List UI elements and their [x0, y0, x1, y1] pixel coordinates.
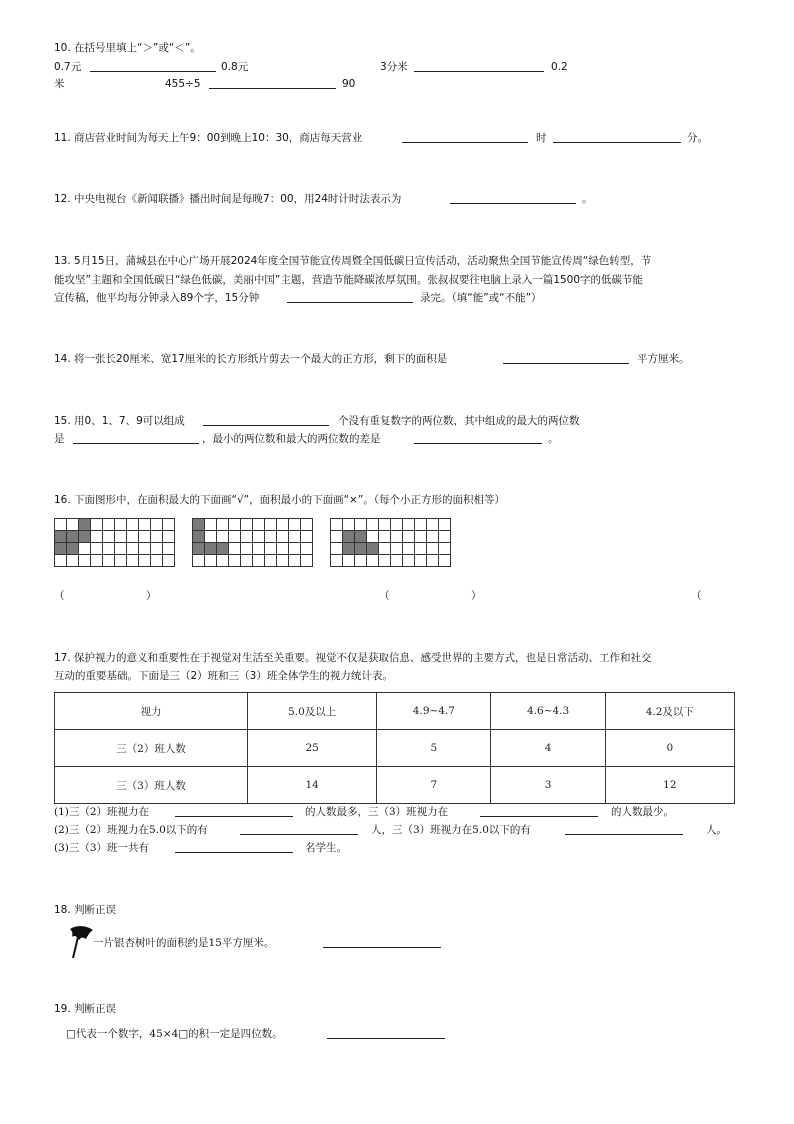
q18-answer[interactable] — [323, 935, 441, 948]
q14-answer[interactable] — [503, 351, 629, 364]
table-row — [55, 730, 735, 767]
q10-c-right: 90 — [342, 78, 356, 90]
table-row — [55, 767, 735, 804]
q16-answer-1[interactable] — [70, 589, 142, 603]
q10-a-answer[interactable] — [90, 59, 216, 72]
table-header-cell: 4.2及以下 — [605, 693, 734, 730]
q16-paren-open-3: （ — [691, 590, 702, 602]
grid-cell — [162, 554, 175, 567]
q11-unit-minutes: 分。 — [687, 132, 708, 144]
table-cell: 7 — [377, 767, 491, 804]
q17-s2-answer-2[interactable] — [565, 822, 683, 835]
q10-b-answer[interactable] — [414, 59, 544, 72]
q14-text: 14. 将一张长20厘米、宽17厘米的长方形纸片剪去一个最大的正方形，剩下的面积是 — [54, 353, 448, 365]
q11-hours-answer[interactable] — [402, 130, 528, 143]
q16-answer-2[interactable] — [395, 589, 467, 603]
grid-cell — [438, 554, 451, 567]
table-cell: 三（2）班人数 — [55, 730, 248, 767]
q17-s3a: (3)三（3）班一共有 — [54, 842, 150, 854]
q15-count-answer[interactable] — [203, 413, 329, 426]
q10-b-left: 3分米 — [380, 61, 408, 73]
q13-line1: 13. 5月15日，蒲城县在中心广场开展2024年度全国节能宣传周暨全国低碳日宣传活动，活动聚焦全国节能宣传周“绿色转型，节 — [54, 255, 652, 267]
q14-unit: 平方厘米。 — [637, 353, 690, 365]
table-cell: 0 — [605, 730, 734, 767]
table-header-cell: 4.9~4.7 — [377, 693, 491, 730]
q17-s1-answer-1[interactable] — [175, 804, 293, 817]
q17-s1c: 的人数最少。 — [611, 806, 674, 818]
q10-c-left: 455÷5 — [165, 78, 201, 90]
q12-text: 12. 中央电视台《新闻联播》播出时间是每晚7：00，用24时计时法表示为 — [54, 193, 402, 205]
q16-answer-3[interactable] — [706, 589, 736, 603]
q18-title: 18. 判断正误 — [54, 904, 117, 916]
q15-text-e: 。 — [548, 433, 559, 445]
q13-answer[interactable] — [287, 290, 413, 303]
q17-s2-answer-1[interactable] — [240, 822, 358, 835]
q15-text-c: 是 — [54, 433, 65, 445]
q17-s3b: 名学生。 — [305, 842, 347, 854]
q17-line1: 17. 保护视力的意义和重要性在于视觉对生活至关重要。视觉不仅是获取信息、感受世界的主要方式，也是日常活动、工作和社交 — [54, 652, 652, 664]
table-header-row — [55, 693, 735, 730]
q15-diff-answer[interactable] — [414, 431, 542, 444]
table-header-cell: 视力 — [55, 693, 248, 730]
q12-end: 。 — [582, 193, 593, 205]
q17-s1a: (1)三（2）班视力在 — [54, 806, 150, 818]
q16-paren-close-2: ） — [471, 590, 482, 602]
q15-max-answer[interactable] — [73, 431, 199, 444]
q13-line3b: 录完。（填“能”或“不能”） — [420, 292, 542, 304]
q16-title: 16. 下面图形中，在面积最大的下面画“√”，面积最小的下面画“×”。（每个小正方形的面积相等） — [54, 494, 506, 506]
vision-table — [54, 692, 735, 804]
table-cell: 4 — [491, 730, 605, 767]
q17-line2: 互动的重要基础。下面是三（2）班和三（3）班全体学生的视力统计表。 — [54, 670, 393, 682]
q10-a-left: 0.7元 — [54, 61, 82, 73]
table-cell: 三（3）班人数 — [55, 767, 248, 804]
table-cell: 3 — [491, 767, 605, 804]
q17-s2a: (2)三（2）班视力在5.0以下的有 — [54, 824, 208, 836]
q10-b-cont: 米 — [54, 78, 65, 90]
q19-answer[interactable] — [327, 1026, 445, 1039]
q10-b-right: 0.2 — [551, 61, 568, 73]
table-cell: 25 — [248, 730, 377, 767]
q10-c-answer[interactable] — [209, 76, 336, 89]
q17-s1-answer-2[interactable] — [480, 804, 598, 817]
q15-text-b: 个没有重复数字的两位数，其中组成的最大的两位数 — [338, 415, 580, 427]
q17-s1b: 的人数最多，三（3）班视力在 — [305, 806, 449, 818]
q13-line2: 能攻坚”主题和全国低碳日“绿色低碳，美丽中国”主题，营造节能降碳浓厚氛围。张叔叔要往电脑上录入一篇1500字的低碳节能 — [54, 274, 644, 286]
grid-cell — [300, 554, 313, 567]
q15-text-d: ，最小的两位数和最大的两位数的差是 — [202, 433, 381, 445]
q12-answer[interactable] — [450, 191, 576, 204]
q10-a-right: 0.8元 — [221, 61, 249, 73]
ginkgo-leaf-icon — [66, 923, 96, 961]
q13-line3a: 宣传稿，他平均每分钟录入89个字，15分钟 — [54, 292, 260, 304]
table-cell: 5 — [377, 730, 491, 767]
q17-s2c: 人。 — [706, 824, 727, 836]
q15-text-a: 15. 用0、1、7、9可以组成 — [54, 415, 185, 427]
q10-title: 10. 在括号里填上“＞”或“＜”。 — [54, 42, 201, 54]
table-header-cell: 4.6~4.3 — [491, 693, 605, 730]
table-cell: 14 — [248, 767, 377, 804]
q18-text: 一片银杏树叶的面积约是15平方厘米。 — [93, 937, 275, 949]
q17-s3-answer[interactable] — [175, 840, 293, 853]
q11-minutes-answer[interactable] — [553, 130, 681, 143]
q17-s2b: 人，三（3）班视力在5.0以下的有 — [371, 824, 531, 836]
q16-paren-open-2: （ — [379, 590, 390, 602]
table-cell: 12 — [605, 767, 734, 804]
q11-text: 11. 商店营业时间为每天上午9：00到晚上10：30，商店每天营业 — [54, 132, 363, 144]
table-header-cell: 5.0及以上 — [248, 693, 377, 730]
q11-unit-hours: 时 — [536, 132, 547, 144]
q16-paren-open-1: （ — [54, 590, 65, 602]
q16-paren-close-1: ） — [146, 590, 157, 602]
q19-title: 19. 判断正误 — [54, 1003, 117, 1015]
q19-text: □代表一个数字，45×4□的积一定是四位数。 — [66, 1028, 283, 1040]
